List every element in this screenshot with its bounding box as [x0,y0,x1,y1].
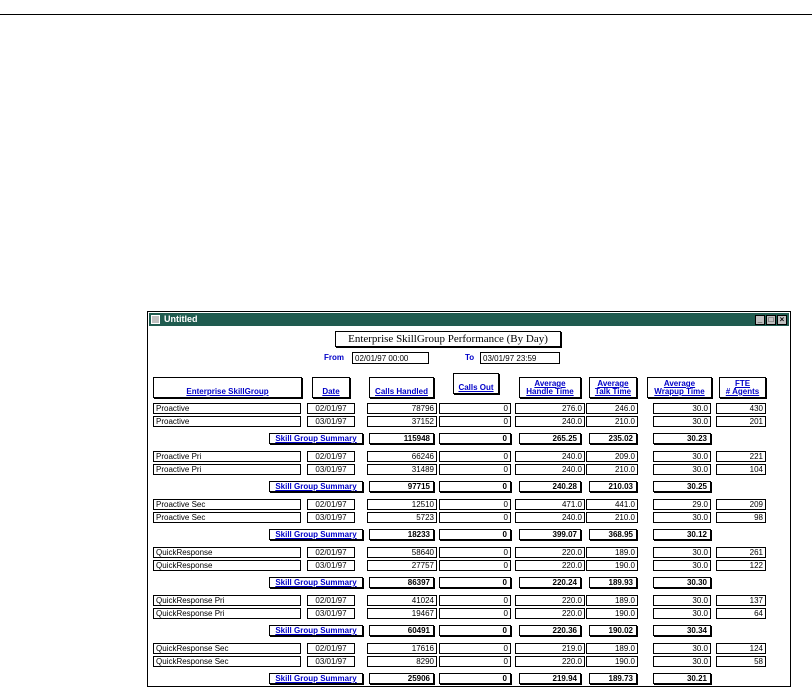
cell-avg-wrapup-time[interactable]: 30.0 [653,608,711,619]
cell-calls-out[interactable]: 0 [439,608,511,619]
cell-avg-talk-time[interactable]: 210.0 [586,416,638,427]
minimize-icon[interactable]: _ [755,315,765,325]
cell-date[interactable]: 03/01/97 [307,608,355,619]
cell-date[interactable]: 03/01/97 [307,560,355,571]
cell-calls-handled[interactable]: 17616 [367,643,437,654]
cell-avg-wrapup-time[interactable]: 30.0 [653,560,711,571]
cell-skillgroup[interactable]: QuickResponse Sec [153,643,301,654]
cell-calls-out[interactable]: 0 [439,403,511,414]
cell-date[interactable]: 03/01/97 [307,416,355,427]
report-body [149,327,789,685]
skill-group-summary-button[interactable]: Skill Group Summary [269,673,363,684]
cell-fte-agents[interactable]: 64 [716,608,766,619]
cell-avg-talk-time[interactable]: 441.0 [586,499,638,510]
summary-calls-out[interactable]: 0 [439,529,511,540]
cell-avg-handle-time[interactable]: 471.0 [515,499,585,510]
summary-calls-handled[interactable]: 86397 [369,577,434,588]
cell-avg-talk-time[interactable]: 190.0 [586,560,638,571]
summary-calls-out[interactable]: 0 [439,673,511,684]
header-calls-handled[interactable]: Calls Handled [369,377,434,398]
cell-avg-talk-time[interactable]: 189.0 [586,595,638,606]
app-icon[interactable] [151,315,160,324]
cell-calls-handled[interactable]: 8290 [367,656,437,667]
cell-fte-agents[interactable]: 201 [716,416,766,427]
summary-avg-handle-time[interactable]: 219.94 [519,673,581,684]
cell-date[interactable]: 03/01/97 [307,656,355,667]
cell-avg-handle-time[interactable]: 240.0 [515,512,585,523]
cell-calls-handled[interactable]: 41024 [367,595,437,606]
cell-calls-handled[interactable]: 31489 [367,464,437,475]
summary-avg-wrapup-time[interactable]: 30.23 [653,433,711,444]
skill-group-summary-button[interactable]: Skill Group Summary [269,481,363,492]
cell-fte-agents[interactable]: 124 [716,643,766,654]
to-field[interactable]: 03/01/97 23:59 [480,352,560,364]
cell-fte-agents[interactable]: 104 [716,464,766,475]
cell-avg-wrapup-time[interactable]: 30.0 [653,451,711,462]
cell-avg-talk-time[interactable]: 246.0 [586,403,638,414]
summary-calls-handled[interactable]: 25906 [369,673,434,684]
cell-calls-out[interactable]: 0 [439,560,511,571]
cell-avg-talk-time[interactable]: 210.0 [586,512,638,523]
summary-avg-wrapup-time[interactable]: 30.25 [653,481,711,492]
summary-calls-out[interactable]: 0 [439,433,511,444]
cell-fte-agents[interactable]: 209 [716,499,766,510]
cell-date[interactable]: 02/01/97 [307,403,355,414]
cell-fte-agents[interactable]: 122 [716,560,766,571]
cell-avg-wrapup-time[interactable]: 30.0 [653,512,711,523]
top-divider [0,14,812,15]
skill-group-summary-button[interactable]: Skill Group Summary [269,433,363,444]
cell-avg-talk-time[interactable]: 210.0 [586,464,638,475]
cell-avg-wrapup-time[interactable]: 30.0 [653,656,711,667]
cell-avg-wrapup-time[interactable]: 30.0 [653,464,711,475]
cell-avg-talk-time[interactable]: 189.0 [586,547,638,558]
cell-calls-handled[interactable]: 5723 [367,512,437,523]
summary-avg-handle-time[interactable]: 220.24 [519,577,581,588]
summary-avg-wrapup-time[interactable]: 30.21 [653,673,711,684]
cell-date[interactable]: 03/01/97 [307,464,355,475]
cell-avg-talk-time[interactable]: 190.0 [586,656,638,667]
cell-date[interactable]: 03/01/97 [307,512,355,523]
cell-avg-handle-time[interactable]: 240.0 [515,464,585,475]
cell-calls-handled[interactable]: 58640 [367,547,437,558]
summary-avg-talk-time[interactable]: 189.93 [589,577,637,588]
summary-avg-talk-time[interactable]: 368.95 [589,529,637,540]
skill-group-summary-button[interactable]: Skill Group Summary [269,577,363,588]
cell-calls-out[interactable]: 0 [439,595,511,606]
cell-date[interactable]: 02/01/97 [307,643,355,654]
to-label: To [465,353,475,362]
summary-avg-talk-time[interactable]: 190.02 [589,625,637,636]
cell-skillgroup[interactable]: QuickResponse [153,560,301,571]
summary-avg-talk-time[interactable]: 210.03 [589,481,637,492]
cell-calls-handled[interactable]: 78796 [367,403,437,414]
cell-avg-talk-time[interactable]: 209.0 [586,451,638,462]
cell-fte-agents[interactable]: 98 [716,512,766,523]
cell-date[interactable]: 02/01/97 [307,547,355,558]
cell-avg-handle-time[interactable]: 220.0 [515,547,585,558]
cell-date[interactable]: 02/01/97 [307,451,355,462]
cell-calls-out[interactable]: 0 [439,451,511,462]
cell-avg-handle-time[interactable]: 220.0 [515,608,585,619]
cell-calls-out[interactable]: 0 [439,547,511,558]
header-calls-out[interactable]: Calls Out [453,373,499,394]
cell-avg-handle-time[interactable]: 240.0 [515,451,585,462]
cell-date[interactable]: 02/01/97 [307,499,355,510]
summary-calls-handled[interactable]: 18233 [369,529,434,540]
cell-avg-wrapup-time[interactable]: 30.0 [653,416,711,427]
cell-skillgroup[interactable]: Proactive Pri [153,464,301,475]
skill-group-summary-button[interactable]: Skill Group Summary [269,529,363,540]
summary-avg-handle-time[interactable]: 240.28 [519,481,581,492]
cell-avg-handle-time[interactable]: 220.0 [515,560,585,571]
summary-calls-out[interactable]: 0 [439,481,511,492]
close-icon[interactable]: × [777,315,787,325]
cell-calls-out[interactable]: 0 [439,464,511,475]
cell-avg-talk-time[interactable]: 189.0 [586,643,638,654]
cell-calls-out[interactable]: 0 [439,643,511,654]
cell-skillgroup[interactable]: QuickResponse Pri [153,608,301,619]
summary-calls-handled[interactable]: 60491 [369,625,434,636]
skill-group-summary-button[interactable]: Skill Group Summary [269,625,363,636]
summary-avg-handle-time[interactable]: 399.07 [519,529,581,540]
cell-skillgroup[interactable]: QuickResponse Pri [153,595,301,606]
cell-skillgroup[interactable]: Proactive [153,403,301,414]
cell-avg-handle-time[interactable]: 240.0 [515,416,585,427]
cell-skillgroup[interactable]: Proactive Pri [153,451,301,462]
cell-calls-out[interactable]: 0 [439,512,511,523]
cell-avg-talk-time[interactable]: 190.0 [586,608,638,619]
cell-calls-handled[interactable]: 12510 [367,499,437,510]
cell-calls-handled[interactable]: 66246 [367,451,437,462]
cell-avg-handle-time[interactable]: 220.0 [515,656,585,667]
summary-calls-handled[interactable]: 115948 [369,433,434,444]
cell-fte-agents[interactable]: 221 [716,451,766,462]
cell-avg-wrapup-time[interactable]: 30.0 [653,643,711,654]
header-date[interactable]: Date [312,377,350,398]
cell-fte-agents[interactable]: 137 [716,595,766,606]
summary-calls-out[interactable]: 0 [439,625,511,636]
from-field[interactable]: 02/01/97 00:00 [352,352,429,364]
cell-calls-handled[interactable]: 37152 [367,416,437,427]
cell-skillgroup[interactable]: Proactive [153,416,301,427]
cell-avg-handle-time[interactable]: 276.0 [515,403,585,414]
cell-avg-wrapup-time[interactable]: 30.0 [653,403,711,414]
cell-date[interactable]: 02/01/97 [307,595,355,606]
header-skillgroup[interactable]: Enterprise SkillGroup [153,377,302,398]
cell-skillgroup[interactable]: QuickResponse Sec [153,656,301,667]
cell-skillgroup[interactable]: Proactive Sec [153,512,301,523]
summary-calls-handled[interactable]: 97715 [369,481,434,492]
header-avg-wrapup-time[interactable]: Average Wrapup Time [647,377,712,398]
from-label: From [324,353,344,362]
summary-avg-handle-time[interactable]: 265.25 [519,433,581,444]
cell-avg-wrapup-time[interactable]: 30.0 [653,595,711,606]
cell-avg-handle-time[interactable]: 220.0 [515,595,585,606]
maximize-icon[interactable]: □ [766,315,776,325]
summary-avg-talk-time[interactable]: 235.02 [589,433,637,444]
cell-avg-handle-time[interactable]: 219.0 [515,643,585,654]
cell-calls-out[interactable]: 0 [439,416,511,427]
header-avg-talk-time[interactable]: Average Talk Time [589,377,637,398]
cell-skillgroup[interactable]: Proactive Sec [153,499,301,510]
cell-fte-agents[interactable]: 58 [716,656,766,667]
summary-avg-wrapup-time[interactable]: 30.12 [653,529,711,540]
cell-skillgroup[interactable]: QuickResponse [153,547,301,558]
title-bar[interactable] [149,313,789,326]
cell-calls-handled[interactable]: 19467 [367,608,437,619]
summary-avg-wrapup-time[interactable]: 30.34 [653,625,711,636]
cell-avg-wrapup-time[interactable]: 30.0 [653,547,711,558]
report-window [147,311,791,687]
summary-calls-out[interactable]: 0 [439,577,511,588]
header-avg-handle-time[interactable]: Average Handle Time [519,377,581,398]
header-fte-agents[interactable]: FTE # Agents [719,377,766,398]
cell-avg-wrapup-time[interactable]: 29.0 [653,499,711,510]
cell-fte-agents[interactable]: 261 [716,547,766,558]
window-title: Untitled [164,314,198,324]
summary-avg-wrapup-time[interactable]: 30.30 [653,577,711,588]
report-title: Enterprise SkillGroup Performance (By Day) [335,331,561,347]
summary-avg-talk-time[interactable]: 189.73 [589,673,637,684]
cell-calls-handled[interactable]: 27757 [367,560,437,571]
cell-fte-agents[interactable]: 430 [716,403,766,414]
cell-calls-out[interactable]: 0 [439,499,511,510]
summary-avg-handle-time[interactable]: 220.36 [519,625,581,636]
cell-calls-out[interactable]: 0 [439,656,511,667]
